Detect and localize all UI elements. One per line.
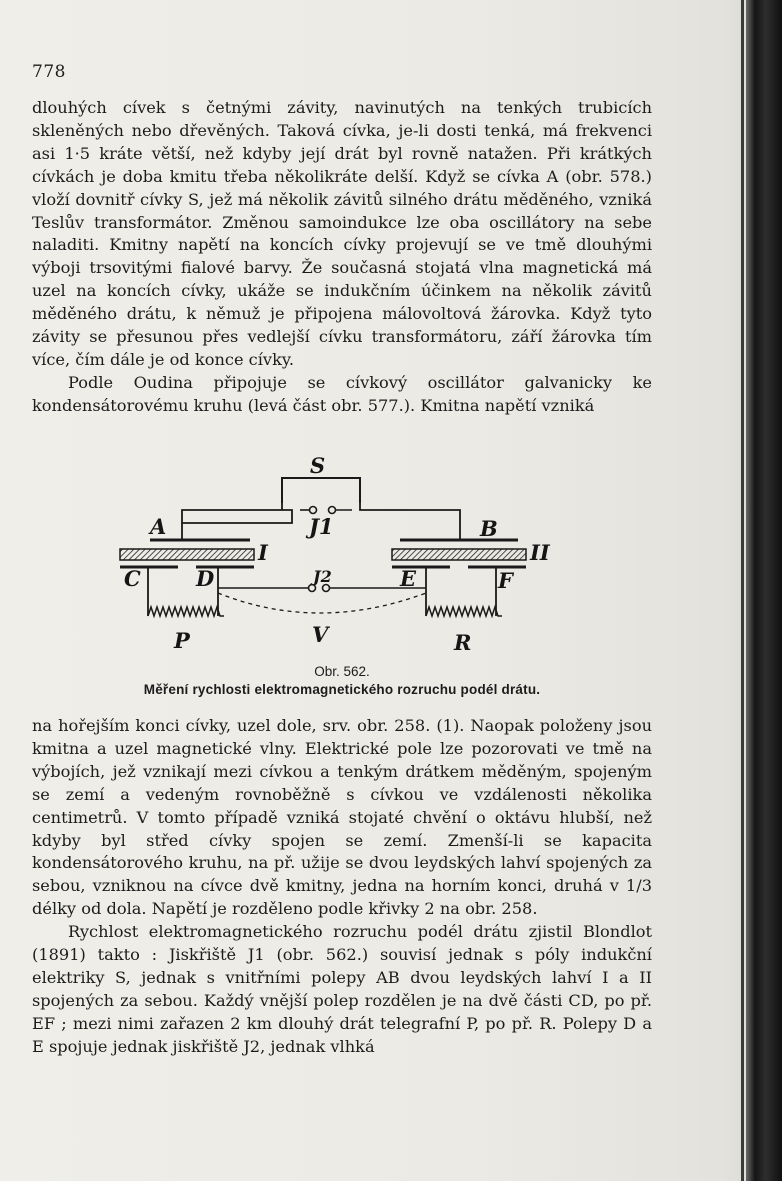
text-block-bottom (32, 715, 652, 1059)
page-number: 778 (32, 62, 66, 82)
label-A: A (150, 514, 167, 539)
label-B: B (480, 516, 498, 541)
paragraph: Rychlost elektromagnetického rozruchu podél drátu zjistil Blondlot (1891) takto : Jiskřiště J1 (obr. 562.) souvisí jednak s póly indukční elektriky S, jednak s vnitřními polepy AB dvou leydských lahví I a II spojených za sebou. Každý vnější polep rozdělen je na dvě části CD, po př. EF ; mezi nimi zařazen 2 km dlouhý drát telegrafní P, po př. R. Polepy D a E spojuje jednak jiskřiště J2, jednak vlhká (32, 922, 652, 1056)
leyden-jar-II (392, 549, 526, 560)
induction-coil-lead (282, 478, 360, 503)
damp-thread-V (218, 593, 426, 613)
circuit-diagram-svg (110, 448, 590, 658)
telegraph-wire-R (426, 607, 502, 616)
spark-gap-j1-ball-right (329, 507, 336, 514)
wire-to-B (360, 503, 460, 523)
spark-gap-j1-ball-left (310, 507, 317, 514)
label-D: D (196, 566, 215, 591)
label-S: S (310, 453, 326, 478)
figure-number: Obr. 562. (314, 664, 370, 679)
label-J1: J1 (309, 514, 334, 539)
page-edge-line (741, 0, 744, 1181)
telegraph-wire-P (148, 607, 224, 616)
label-R: R (454, 630, 472, 655)
label-E: E (400, 566, 417, 591)
paragraph: Podle Oudina připojuje se cívkový oscillátor galvanicky ke kondensátorovému kruhu (levá část obr. 577.). Kmitna napětí vzniká (32, 372, 652, 415)
paragraph: dlouhých cívek s četnými závity, navinutých na tenkých trubicích skleněných nebo dřevěných. Taková cívka, je-li dosti tenká, má frekvenci asi 1·5 kráte větší, než kdyby její drát byl rovně natažen. Při krátkých cívkách je doba kmitu třeba několikráte delší. Když se cívka A (obr. 578.) vloží dovnitř cívky S, jež má několik závitů silného drátu měděného, vzniká Teslův transformátor. Změnou samoindukce lze oba oscillátory na sebe naladiti. Kmitny napětí na koncích cívky projevují se ve tmě dlouhými výboji trsovitými fialové barvy. Že současná stojatá vlna magnetická má uzel na koncích cívky, ukáže se indukčním účinkem na několik závitů měděného drátu, k němuž je připojena málovoltová žárovka. Když tyto závity se přesunou přes vedlejší cívku transformátoru, září žárovka tím více, čím dále je od konce cívky. (32, 98, 652, 369)
label-C: C (124, 566, 141, 591)
label-V: V (312, 622, 329, 647)
label-I: I (258, 540, 268, 565)
label-F: F (498, 568, 513, 593)
figure-title: Měření rychlosti elektromagnetického rozruchu podél drátu. (143, 682, 541, 697)
figure-caption (32, 663, 652, 699)
book-binding-edge (746, 0, 782, 1181)
circuit-diagram (110, 448, 590, 658)
paragraph: na hořejším konci cívky, uzel dole, srv. obr. 258. (1). Naopak položeny jsou kmitna a uzel magnetické vlny. Elektrické pole lze pozorovati ve tmě na výbojích, jež vznikají mezi cívkou a tenkým drátkem měděným, spojeným se zemí a vedeným rovnoběžně s cívkou ve vzdálenosti několika centimetrů. V tomto případě vzniká stojaté chvění o oktávu hlubší, než kdyby byl střed cívky spojen se zemí. Zmenší-li se kapacita kondensátorového kruhu, na př. užije se dvou leydských lahví spojených za sebou, vzniknou na cívce dvě kmitny, jedna na horním konci, druhá v 1/3 délky od dola. Napětí je rozděleno podle křivky 2 na obr. 258. (32, 716, 652, 919)
label-J2: J2 (313, 567, 332, 586)
label-II: II (530, 540, 550, 565)
text-block-top (32, 97, 652, 418)
leyden-jar-I (120, 549, 254, 560)
label-P: P (174, 628, 190, 653)
wire-to-A (182, 503, 292, 523)
